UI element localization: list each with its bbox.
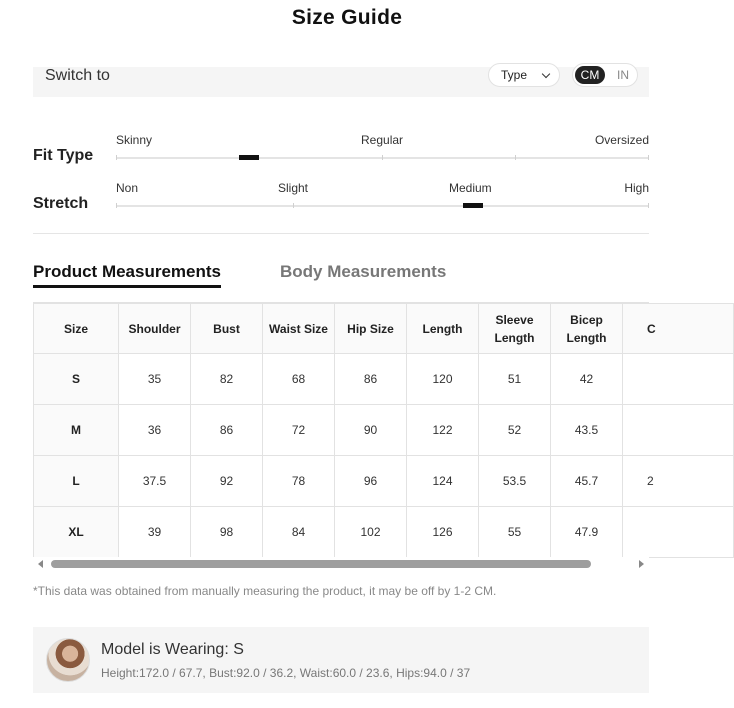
header-waist-size: Waist Size (263, 304, 335, 354)
table-cell: 82 (191, 354, 263, 405)
fit-type-label: Fit Type (33, 147, 94, 164)
header-truncated: C (623, 304, 734, 354)
fit-type-scale (116, 157, 649, 159)
fit-type-tick-skinny: Skinny (116, 133, 153, 147)
table-cell (623, 507, 734, 558)
table-cell: 39 (119, 507, 191, 558)
stretch-tick-high: High (624, 181, 649, 195)
stretch-row (33, 181, 649, 221)
stretch-ticks (116, 181, 649, 201)
header-hip-size: Hip Size (335, 304, 407, 354)
table-cell: L (34, 456, 119, 507)
table-cell: 37.5 (119, 456, 191, 507)
table-cell: 102 (335, 507, 407, 558)
header-length: Length (407, 304, 479, 354)
table-cell: M (34, 405, 119, 456)
table-cell: 86 (191, 405, 263, 456)
table-cell: 53.5 (479, 456, 551, 507)
model-measurements: Height:172.0 / 67.7, Bust:92.0 / 36.2, Waist:60.0 / 23.6, Hips:94.0 / 37 (101, 666, 471, 680)
table-cell: 72 (263, 405, 335, 456)
header-bicep-length: Bicep Length (551, 304, 623, 354)
stretch-tick-slight: Slight (278, 181, 309, 195)
model-info-box (33, 627, 649, 693)
table-cell: 84 (263, 507, 335, 558)
fit-type-indicator (239, 155, 259, 160)
unit-switch-bar (33, 67, 649, 97)
table-cell: 78 (263, 456, 335, 507)
table-cell: 51 (479, 354, 551, 405)
table-cell: 43.5 (551, 405, 623, 456)
stretch-scale (116, 205, 649, 207)
table-cell: 126 (407, 507, 479, 558)
table-header-row (34, 304, 734, 354)
measurement-disclaimer: *This data was obtained from manually measuring the product, it may be off by 1-2 CM. (33, 584, 497, 598)
table-cell: 92 (191, 456, 263, 507)
table-cell: 55 (479, 507, 551, 558)
model-avatar (46, 638, 90, 682)
fit-type-tick-oversized: Oversized (594, 133, 649, 147)
measurement-tabs (33, 262, 649, 292)
table-cell: 124 (407, 456, 479, 507)
page-title: Size Guide (291, 6, 403, 29)
table-cell: 45.7 (551, 456, 623, 507)
stretch-indicator (463, 203, 483, 208)
table-cell: 52 (479, 405, 551, 456)
stretch-tick-medium: Medium (449, 181, 492, 195)
table-cell: 96 (335, 456, 407, 507)
tab-body-measurements[interactable]: Body Measurements (280, 262, 447, 281)
type-dropdown-label: Type (501, 68, 528, 82)
fit-type-tick-regular: Regular (361, 133, 404, 147)
header-sleeve-length: Sleeve Length (479, 304, 551, 354)
table-cell: 2 (623, 456, 734, 507)
size-table (33, 303, 734, 558)
table-row (34, 456, 734, 507)
table-cell: 98 (191, 507, 263, 558)
table-cell: 86 (335, 354, 407, 405)
scrollbar-thumb[interactable] (51, 560, 591, 568)
table-cell: 35 (119, 354, 191, 405)
table-cell: 36 (119, 405, 191, 456)
table-horizontal-scrollbar[interactable] (33, 557, 649, 571)
table-cell: 42 (551, 354, 623, 405)
table-cell: 120 (407, 354, 479, 405)
fit-type-ticks (116, 133, 649, 153)
table-cell: S (34, 354, 119, 405)
table-cell (623, 354, 734, 405)
size-table-container (33, 302, 656, 556)
table-cell: 122 (407, 405, 479, 456)
unit-in-button[interactable]: IN (617, 68, 629, 82)
header-bust: Bust (191, 304, 263, 354)
model-wearing-label: Model is Wearing: S (101, 641, 244, 658)
table-cell: XL (34, 507, 119, 558)
stretch-tick-non: Non (116, 181, 139, 195)
tab-product-measurements[interactable]: Product Measurements (33, 262, 221, 281)
header-size: Size (34, 304, 119, 354)
unit-cm-button[interactable]: CM (575, 66, 605, 84)
type-dropdown[interactable] (488, 63, 560, 87)
table-row (34, 507, 734, 558)
unit-toggle (572, 63, 638, 87)
table-cell: 68 (263, 354, 335, 405)
table-cell (623, 405, 734, 456)
table-row (34, 405, 734, 456)
stretch-label: Stretch (33, 195, 89, 212)
scroll-left-arrow-icon[interactable] (38, 560, 43, 568)
scroll-right-arrow-icon[interactable] (639, 560, 644, 568)
switch-to-label: Switch to (45, 67, 110, 84)
header-shoulder: Shoulder (119, 304, 191, 354)
table-cell: 90 (335, 405, 407, 456)
chevron-down-icon (542, 70, 550, 78)
table-cell: 47.9 (551, 507, 623, 558)
fit-type-row (33, 133, 649, 173)
section-divider (33, 233, 649, 234)
table-row (34, 354, 734, 405)
